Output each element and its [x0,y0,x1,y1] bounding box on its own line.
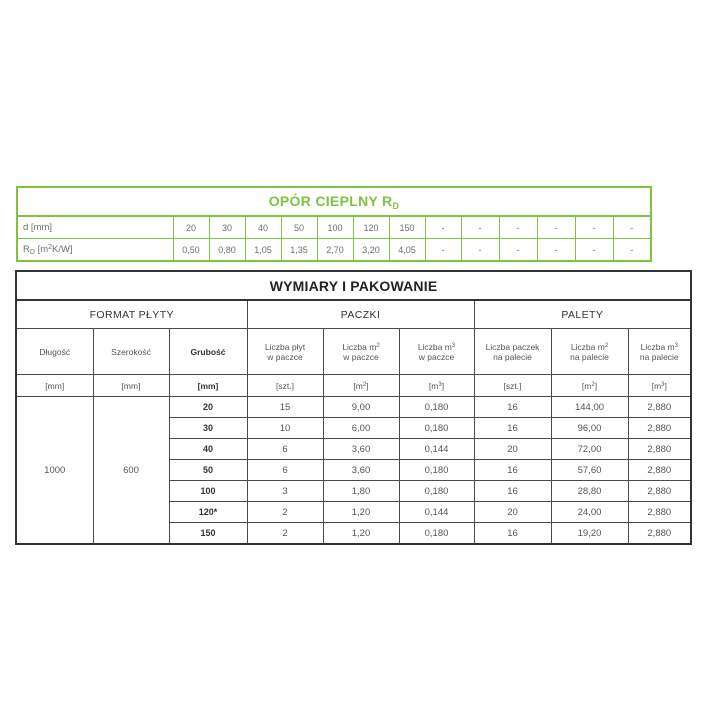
paczek-cell: 20 [474,439,551,460]
plyt-cell: 10 [247,418,323,439]
thermal-cell: 100 [317,216,353,239]
m2-paleta-cell: 72,00 [551,439,628,460]
unit-m2-paczka: $[m^2]$ [323,375,399,397]
header-m2-na-palecie: Liczba $m^2$ na palecie [551,329,628,375]
table-row [16,397,691,418]
unit-m2-paleta: $[m^2]$ [551,375,628,397]
paczek-cell: 16 [474,523,551,545]
header-paczek-na-palecie: Liczba paczek na palecie [474,329,551,375]
thermal-cell: 150 [389,216,425,239]
grubosc-cell: 20 [169,397,247,418]
header-m3-na-palecie: Liczba $m^3$ na palecie [628,329,691,375]
group-palety: PALETY [474,300,691,329]
m3-paleta-cell: 2,880 [628,418,691,439]
m2-paleta-cell: 144,00 [551,397,628,418]
m2-paleta-cell: 28,80 [551,481,628,502]
m2-paczka-cell: 1,20 [323,523,399,545]
thermal-cell: 20 [173,216,209,239]
thermal-cell: 30 [209,216,245,239]
thermal-cell: 3,20 [353,239,389,262]
thermal-label-r: $R_D$ $[m^2K/W]$ [17,239,173,262]
thermal-cell: 0,50 [173,239,209,262]
m3-paczka-cell: 0,180 [399,481,474,502]
m2-paczka-cell: 9,00 [323,397,399,418]
dimensions-packing-table [15,270,692,545]
header-szerokosc: Szerokość [93,329,169,375]
thermal-title: OPÓR CIEPLNY $R_D$ [17,187,651,216]
m2-paczka-cell: 3,60 [323,439,399,460]
paczek-cell: 16 [474,460,551,481]
unit-paczek: [szt.] [474,375,551,397]
m2-paleta-cell: 57,60 [551,460,628,481]
header-dlugosc: Długość [16,329,93,375]
grubosc-cell: 120* [169,502,247,523]
paczek-cell: 16 [474,481,551,502]
thermal-cell: - [461,216,499,239]
plyt-cell: 15 [247,397,323,418]
paczek-cell: 16 [474,397,551,418]
thermal-row-d [17,216,689,239]
thermal-cell: 1,05 [245,239,281,262]
m2-paczka-cell: 1,20 [323,502,399,523]
m3-paczka-cell: 0,180 [399,418,474,439]
unit-m3-paleta: $[m^3]$ [628,375,691,397]
packing-title: WYMIARY I PAKOWANIE [16,271,691,300]
m3-paleta-cell: 2,880 [628,481,691,502]
thermal-cell: - [575,216,613,239]
plyt-cell: 6 [247,439,323,460]
m3-paleta-cell: 2,880 [628,460,691,481]
thermal-cell: - [499,216,537,239]
m3-paleta-cell: 2,880 [628,397,691,418]
plyt-cell: 2 [247,523,323,545]
m3-paleta-cell: 2,880 [628,523,691,545]
m3-paczka-cell: 0,180 [399,397,474,418]
thermal-cell: - [425,216,461,239]
thermal-cell: 1,35 [281,239,317,262]
thermal-cell: 2,70 [317,239,353,262]
dlugosc-value: 1000 [16,397,93,545]
thermal-label-d: d [mm] [17,216,173,239]
thermal-cell: 40 [245,216,281,239]
unit-szerokosc: [mm] [93,375,169,397]
m2-paleta-cell: 19,20 [551,523,628,545]
thermal-cell: - [537,239,575,262]
header-grubosc: Grubość [169,329,247,375]
grubosc-cell: 50 [169,460,247,481]
thermal-resistance-table [16,186,690,262]
m3-paleta-cell: 2,880 [628,439,691,460]
unit-dlugosc: [mm] [16,375,93,397]
m2-paleta-cell: 96,00 [551,418,628,439]
m2-paczka-cell: 1,80 [323,481,399,502]
grubosc-cell: 150 [169,523,247,545]
szerokosc-value: 600 [93,397,169,545]
thermal-cell: - [537,216,575,239]
thermal-cell: - [575,239,613,262]
header-m2-w-paczce: Liczba $m^2$ w paczce [323,329,399,375]
group-paczki: PACZKI [247,300,474,329]
thermal-cell: - [613,216,651,239]
m3-paczka-cell: 0,144 [399,439,474,460]
header-plyt-w-paczce: Liczba płyt w paczce [247,329,323,375]
m3-paleta-cell: 2,880 [628,502,691,523]
m2-paczka-cell: 6,00 [323,418,399,439]
thermal-cell: 50 [281,216,317,239]
plyt-cell: 3 [247,481,323,502]
unit-grubosc: [mm] [169,375,247,397]
thermal-cell: 0,80 [209,239,245,262]
m2-paleta-cell: 24,00 [551,502,628,523]
plyt-cell: 2 [247,502,323,523]
m3-paczka-cell: 0,180 [399,523,474,545]
m3-paczka-cell: 0,144 [399,502,474,523]
thermal-cell: - [613,239,651,262]
unit-plyt: [szt.] [247,375,323,397]
thermal-cell: - [461,239,499,262]
m3-paczka-cell: 0,180 [399,460,474,481]
unit-m3-paczka: $[m^3]$ [399,375,474,397]
header-m3-w-paczce: Liczba $m^3$ w paczce [399,329,474,375]
grubosc-cell: 40 [169,439,247,460]
plyt-cell: 6 [247,460,323,481]
grubosc-cell: 30 [169,418,247,439]
thermal-cell: - [425,239,461,262]
thermal-cell: 4,05 [389,239,425,262]
thermal-row-r [17,239,689,262]
grubosc-cell: 100 [169,481,247,502]
group-format: FORMAT PŁYTY [16,300,247,329]
paczek-cell: 16 [474,418,551,439]
paczek-cell: 20 [474,502,551,523]
thermal-cell: 120 [353,216,389,239]
m2-paczka-cell: 3,60 [323,460,399,481]
thermal-cell: - [499,239,537,262]
